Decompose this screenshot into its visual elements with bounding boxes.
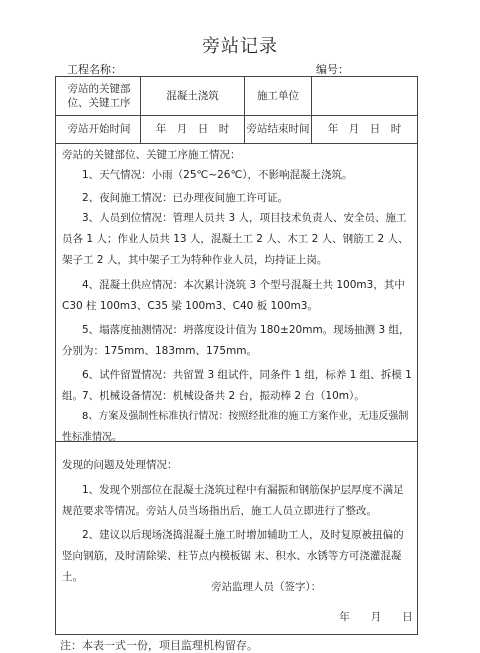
- project-name-label: 工程名称：: [67, 63, 122, 76]
- signature-label: 旁站监理人员（签字）：: [211, 580, 322, 593]
- number-label: 编号：: [316, 63, 349, 76]
- construction-heading: 旁站的关键部位、关键工序施工情况：: [62, 149, 241, 161]
- construction-item: 2、夜间施工情况：已办理夜间施工许可证。: [82, 192, 289, 204]
- construction-item: 6、试件留置情况：共留置 3 组试件，同条件 1 组，标养 1 组、拆模 1 组。: [62, 369, 412, 402]
- issues-heading: 发现的问题及处理情况：: [62, 459, 178, 471]
- issue-item: 2、建议以后现场浇捣混凝土施工时增加辅助工人，及时复原被扭偏的竖向钢筋，及时清除梁、柱节点内模板锯 末、积水、水锈等方可浇灌混凝土。: [62, 529, 404, 583]
- issue-item: 1、发现个别部位在混凝土浇筑过程中有漏振和钢筋保护层厚度不满足规范要求等情况。旁站人员当场指出后，施工人员立即进行了整改。: [62, 484, 404, 517]
- end-time-value: 年 月 日 时: [327, 122, 402, 135]
- construction-item: 5、塌落度抽测情况：坍落度设计值为 180±20mm。现场抽测 3 组，分别为：175mm、183mm、175mm。: [62, 324, 410, 357]
- end-time-label: 旁站结束时间: [246, 122, 310, 135]
- construction-item: 4、混凝土供应情况：本次累计浇筑 3 个型号混凝土共 100m3，其中 C30 柱 100m3、C35 梁 100m3、C40 板 100m3。: [62, 279, 405, 312]
- key-part-value: 混凝土浇筑: [166, 89, 219, 102]
- key-part-label: 旁站的关键部位、关键工序: [67, 82, 131, 109]
- footnote: 注：本表一式一份，项目监理机构留存。: [60, 639, 258, 652]
- construction-item: 8、方案及强制性标准执行情况：按照经批准的施工方案作业，无违反强制性标准情况。: [62, 411, 409, 443]
- row-divider: [56, 143, 417, 144]
- page-title: 旁站记录: [202, 36, 278, 57]
- record-form: [55, 76, 418, 635]
- contractor-label: 施工单位: [257, 89, 299, 102]
- construction-item: 3、人员到位情况：管理人员共 3 人，项目技术负责人、安全员、施工员各 1 人；作业人员共 13 人，混凝土工 2 人、木工 2 人、钢筋工 2 人、架子工 2 人，其中架子工为特种作业人员，均持证上岗。: [62, 212, 409, 266]
- date-line: 年 月 日: [339, 610, 413, 623]
- start-time-value: 年 月 日 时: [155, 122, 230, 135]
- start-time-label: 旁站开始时间: [67, 122, 131, 135]
- contractor-value: [312, 77, 417, 115]
- construction-item: 1、天气情况：小雨（25℃~26℃），不影响混凝土浇筑。: [82, 169, 353, 181]
- construction-item: 7、机械设备情况：机械设备共 2 台，振动棒 2 台（10m）。: [82, 390, 365, 402]
